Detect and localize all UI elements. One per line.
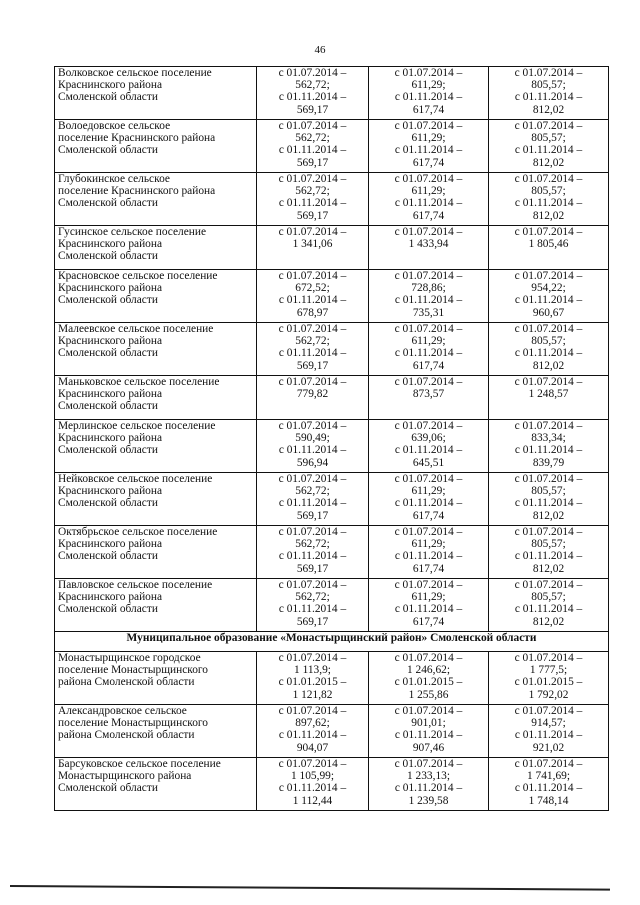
tariff-line: 1 805,46 (528, 238, 569, 251)
tariff-cell-2 (369, 473, 489, 526)
tariff-line: с 01.07.2014 – (394, 526, 463, 538)
tariff-line: 562,72; (295, 185, 330, 198)
tariff-cell-1 (257, 67, 369, 120)
tariff-cell-1 (257, 705, 369, 758)
tariff-cell-3 (489, 173, 609, 226)
tariff-line: 1 433,94 (408, 238, 449, 251)
table-row (55, 473, 609, 526)
tariff-cell-1 (257, 652, 369, 705)
tariff-line: 562,72; (295, 591, 330, 604)
tariff-line: с 01.07.2014 – (278, 376, 347, 388)
name-line: Краснинского района (58, 591, 163, 604)
municipality-name-cell (55, 67, 257, 120)
municipality-name-cell (55, 652, 257, 705)
tariff-line: 1 748,14 (528, 794, 569, 807)
name-line: Краснинского района (58, 538, 163, 551)
tariff-line: 645,51 (412, 456, 445, 469)
tariff-line: 805,57; (531, 185, 566, 198)
tariff-line: с 01.11.2014 – (394, 729, 463, 742)
tariff-line: 1 792,02 (528, 688, 569, 701)
tariff-line: 1 233,13; (406, 770, 451, 783)
tariff-line: 1 239,58 (408, 794, 449, 807)
municipality-name-cell (55, 579, 257, 632)
tariff-cell-1 (257, 758, 369, 811)
tariff-line: 611,29; (411, 485, 446, 498)
table-row (55, 526, 609, 579)
tariff-line: 562,72; (295, 132, 330, 145)
tariff-cell-1 (257, 579, 369, 632)
tariff-line: с 01.11.2014 – (394, 782, 463, 795)
table-row (55, 579, 609, 632)
name-line: Краснинского района (58, 335, 163, 348)
tariff-line: с 01.07.2014 – (394, 376, 463, 388)
tariff-line: 1 741,69; (526, 770, 571, 783)
tariff-line: 617,74 (412, 209, 445, 222)
table-row (55, 120, 609, 173)
name-line: Волковское сельское поселение (58, 67, 212, 79)
name-line: Смоленской области (58, 444, 158, 457)
tariff-line: 954,22; (531, 282, 566, 295)
tariff-line: 617,74 (412, 615, 445, 628)
tariff-line: 562,72; (295, 538, 330, 551)
municipality-name-cell (55, 226, 257, 270)
tariff-line: с 01.11.2014 – (394, 603, 463, 616)
tariff-line: с 01.11.2014 – (278, 444, 347, 457)
tariff-cell-3 (489, 420, 609, 473)
tariff-line: с 01.07.2014 – (278, 473, 347, 485)
tariff-line: с 01.11.2014 – (278, 91, 347, 104)
tariff-line: 611,29; (411, 335, 446, 348)
tariff-line: 901,01; (411, 717, 446, 730)
name-line: Краснинского района (58, 238, 163, 251)
name-line: Монастырщинское городское (58, 652, 201, 664)
tariff-line: с 01.01.2015 – (278, 676, 347, 689)
tariff-line: с 01.07.2014 – (514, 705, 583, 717)
tariff-line: с 01.07.2014 – (394, 473, 463, 485)
tariff-line: с 01.11.2014 – (514, 444, 583, 457)
tariff-line: 678,97 (296, 306, 329, 319)
tariff-cell-1 (257, 120, 369, 173)
tariff-line: с 01.01.2015 – (394, 676, 463, 689)
tariff-line: 611,29; (411, 185, 446, 198)
tariff-line: с 01.11.2014 – (278, 550, 347, 563)
tariff-line: с 01.11.2014 – (394, 550, 463, 563)
municipality-name-cell (55, 120, 257, 173)
tariff-cell-2 (369, 758, 489, 811)
tariff-line: с 01.11.2014 – (514, 729, 583, 742)
tariff-line: с 01.01.2015 – (514, 676, 583, 689)
name-line: Смоленской области (58, 347, 158, 360)
tariff-line: с 01.07.2014 – (278, 323, 347, 335)
name-line: Краснинского района (58, 485, 163, 498)
tariff-line: с 01.07.2014 – (514, 376, 583, 388)
tariff-line: с 01.11.2014 – (278, 782, 347, 795)
tariff-cell-1 (257, 473, 369, 526)
tariff-line: с 01.11.2014 – (394, 294, 463, 307)
tariff-cell-3 (489, 67, 609, 120)
tariff-cell-2 (369, 705, 489, 758)
tariff-cell-1 (257, 226, 369, 270)
tariff-line: 914,57; (531, 717, 566, 730)
tariff-line: 1 105,99; (290, 770, 335, 783)
tariff-line: 569,17 (296, 359, 329, 372)
tariff-line: с 01.07.2014 – (514, 758, 583, 770)
tariff-line: 569,17 (296, 103, 329, 116)
tariff-line: 1 255,86 (408, 688, 449, 701)
tariff-line: с 01.07.2014 – (514, 652, 583, 664)
tariff-cell-2 (369, 323, 489, 376)
tariff-cell-3 (489, 579, 609, 632)
tariff-cell-2 (369, 579, 489, 632)
tariff-line: 590,49; (295, 432, 330, 445)
tariff-line: с 01.07.2014 – (394, 705, 463, 717)
name-line: поселение Краснинского района (58, 185, 216, 198)
tariff-line: с 01.11.2014 – (394, 91, 463, 104)
tariff-line: с 01.11.2014 – (394, 347, 463, 360)
table-row (55, 173, 609, 226)
name-line: Смоленской области (58, 91, 158, 104)
tariff-line: 805,57; (531, 132, 566, 145)
tariff-line: 639,06; (411, 432, 446, 445)
tariff-cell-2 (369, 526, 489, 579)
tariff-line: 812,02 (532, 156, 565, 169)
name-line: Смоленской области (58, 603, 158, 616)
tariff-cell-1 (257, 323, 369, 376)
name-line: Смоленской области (58, 294, 158, 307)
tariff-line: 1 248,57 (528, 388, 569, 401)
tariff-line: 839,79 (532, 456, 565, 469)
name-line: района Смоленской области (58, 676, 195, 689)
tariff-line: с 01.11.2014 – (394, 444, 463, 457)
tariff-cell-2 (369, 376, 489, 420)
name-line: Гусинское сельское поселение (58, 226, 207, 238)
name-line: Смоленской области (58, 144, 158, 157)
municipality-name-cell (55, 323, 257, 376)
tariff-line: с 01.07.2014 – (514, 67, 583, 79)
tariff-line: 569,17 (296, 509, 329, 522)
tariff-line: 805,57; (531, 79, 566, 92)
tariff-line: 1 121,82 (292, 688, 333, 701)
tariff-line: с 01.07.2014 – (394, 323, 463, 335)
name-line: района Смоленской области (58, 729, 195, 742)
tariff-line: с 01.07.2014 – (278, 173, 347, 185)
tariff-line: с 01.11.2014 – (514, 91, 583, 104)
bottom-rule (10, 885, 610, 891)
tariff-line: с 01.07.2014 – (278, 758, 347, 770)
tariff-cell-1 (257, 173, 369, 226)
table-row (55, 376, 609, 420)
tariff-line: 596,94 (296, 456, 329, 469)
tariff-line: с 01.11.2014 – (278, 294, 347, 307)
tariff-line: с 01.07.2014 – (394, 652, 463, 664)
name-line: Смоленской области (58, 782, 158, 795)
tariff-line: с 01.11.2014 – (394, 497, 463, 510)
name-line: Краснинского района (58, 79, 163, 92)
tariff-line: 611,29; (411, 132, 446, 145)
tariff-line: с 01.11.2014 – (278, 197, 347, 210)
municipality-name-cell (55, 270, 257, 323)
tariff-line: с 01.07.2014 – (394, 120, 463, 132)
tariff-line: с 01.07.2014 – (514, 173, 583, 185)
tariff-line: с 01.11.2014 – (394, 197, 463, 210)
tariff-line: с 01.07.2014 – (278, 579, 347, 591)
tariff-line: 805,57; (531, 591, 566, 604)
name-line: Октябрьское сельское поселение (58, 526, 218, 538)
tariff-cell-2 (369, 420, 489, 473)
tariff-line: с 01.07.2014 – (514, 526, 583, 538)
tariff-line: 873,57 (412, 388, 445, 401)
tariff-line: 611,29; (411, 538, 446, 551)
tariff-cell-3 (489, 473, 609, 526)
tariff-line: 812,02 (532, 562, 565, 575)
tariff-cell-2 (369, 120, 489, 173)
tariff-line: 1 113,9; (294, 664, 331, 677)
name-line: Нейковское сельское поселение (58, 473, 213, 485)
tariff-line: с 01.07.2014 – (278, 705, 347, 717)
tariff-table (54, 66, 609, 811)
tariff-line: с 01.07.2014 – (278, 270, 347, 282)
tariff-line: 617,74 (412, 156, 445, 169)
name-line: поселение Монастырщинского (58, 717, 208, 730)
name-line: Александровское сельское (58, 705, 187, 717)
tariff-cell-1 (257, 420, 369, 473)
tariff-cell-3 (489, 323, 609, 376)
tariff-line: 569,17 (296, 156, 329, 169)
tariff-line: 833,34; (531, 432, 566, 445)
tariff-line: с 01.11.2014 – (278, 603, 347, 616)
tariff-line: с 01.11.2014 – (278, 347, 347, 360)
tariff-line: с 01.07.2014 – (278, 67, 347, 79)
tariff-cell-2 (369, 173, 489, 226)
tariff-cell-3 (489, 376, 609, 420)
tariff-cell-3 (489, 270, 609, 323)
tariff-line: с 01.07.2014 – (514, 270, 583, 282)
name-line: Краснинского района (58, 388, 163, 401)
tariff-line: с 01.11.2014 – (394, 144, 463, 157)
name-line: поселение Краснинского района (58, 132, 216, 145)
tariff-line: с 01.07.2014 – (514, 120, 583, 132)
name-line: Краснинского района (58, 282, 163, 295)
section-title: Муниципальное образование «Монастырщинский район» Смоленской области (55, 632, 609, 652)
tariff-line: 569,17 (296, 562, 329, 575)
name-line: Маньковское сельское поселение (58, 376, 220, 388)
table-row (55, 758, 609, 811)
tariff-line: 611,29; (411, 79, 446, 92)
tariff-line: 617,74 (412, 562, 445, 575)
municipality-name-cell (55, 705, 257, 758)
tariff-line: с 01.07.2014 – (514, 579, 583, 591)
tariff-line: 735,31 (412, 306, 445, 319)
tariff-line: 805,57; (531, 538, 566, 551)
tariff-line: 617,74 (412, 509, 445, 522)
tariff-line: с 01.07.2014 – (278, 420, 347, 432)
municipality-name-cell (55, 473, 257, 526)
tariff-line: 907,46 (412, 741, 445, 754)
tariff-cell-3 (489, 652, 609, 705)
tariff-cell-2 (369, 270, 489, 323)
municipality-name-cell (55, 758, 257, 811)
name-line: поселение Монастырщинского (58, 664, 208, 677)
tariff-line: 812,02 (532, 615, 565, 628)
tariff-line: 812,02 (532, 103, 565, 116)
tariff-cell-1 (257, 526, 369, 579)
tariff-line: 897,62; (295, 717, 330, 730)
table-row (55, 420, 609, 473)
name-line: Краснинского района (58, 432, 163, 445)
tariff-line: с 01.07.2014 – (394, 173, 463, 185)
tariff-cell-3 (489, 705, 609, 758)
tariff-line: 562,72; (295, 79, 330, 92)
tariff-line: с 01.07.2014 – (278, 120, 347, 132)
tariff-line: 805,57; (531, 335, 566, 348)
municipality-name-cell (55, 420, 257, 473)
tariff-line: 1 777,5; (529, 664, 568, 677)
tariff-cell-1 (257, 270, 369, 323)
name-line: Павловское сельское поселение (58, 579, 213, 591)
tariff-line: с 01.11.2014 – (514, 603, 583, 616)
tariff-line: с 01.11.2014 – (514, 497, 583, 510)
tariff-line: 617,74 (412, 359, 445, 372)
name-line: Малеевское сельское поселение (58, 323, 214, 335)
tariff-line: 611,29; (411, 591, 446, 604)
tariff-line: 728,86; (411, 282, 446, 295)
tariff-line: 1 246,62; (406, 664, 451, 677)
tariff-cell-3 (489, 526, 609, 579)
tariff-cell-3 (489, 226, 609, 270)
tariff-line: 1 341,06 (292, 238, 333, 251)
table-row (55, 67, 609, 120)
section-header-row (55, 632, 609, 652)
table-row (55, 652, 609, 705)
tariff-cell-3 (489, 120, 609, 173)
name-line: Смоленской области (58, 497, 158, 510)
name-line: Волоедовское сельское (58, 120, 171, 132)
tariff-line: 617,74 (412, 103, 445, 116)
tariff-line: с 01.11.2014 – (514, 550, 583, 563)
tariff-line: с 01.11.2014 – (278, 144, 347, 157)
tariff-line: 812,02 (532, 209, 565, 222)
name-line: Смоленской области (58, 550, 158, 563)
tariff-line: с 01.11.2014 – (514, 294, 583, 307)
tariff-cell-2 (369, 226, 489, 270)
tariff-line: 805,57; (531, 485, 566, 498)
tariff-line: 812,02 (532, 359, 565, 372)
tariff-line: с 01.11.2014 – (514, 347, 583, 360)
tariff-line: 904,07 (296, 741, 329, 754)
name-line: Смоленской области (58, 197, 158, 210)
tariff-line: с 01.07.2014 – (394, 420, 463, 432)
tariff-line: с 01.07.2014 – (514, 420, 583, 432)
tariff-line: с 01.07.2014 – (278, 226, 347, 238)
tariff-line: с 01.11.2014 – (514, 782, 583, 795)
tariff-line: 779,82 (296, 388, 329, 401)
name-line: Мерлинское сельское поселение (58, 420, 216, 432)
tariff-line: с 01.07.2014 – (278, 652, 347, 664)
table-row (55, 270, 609, 323)
table-row (55, 323, 609, 376)
tariff-line: 562,72; (295, 335, 330, 348)
tariff-line: с 01.11.2014 – (514, 197, 583, 210)
tariff-line: 1 112,44 (292, 794, 333, 807)
tariff-line: с 01.11.2014 – (278, 497, 347, 510)
tariff-line: с 01.07.2014 – (394, 270, 463, 282)
municipality-name-cell (55, 173, 257, 226)
tariff-cell-2 (369, 652, 489, 705)
tariff-line: с 01.07.2014 – (394, 67, 463, 79)
name-line: Глубокинское сельское (58, 173, 170, 185)
table-row (55, 226, 609, 270)
tariff-cell-3 (489, 758, 609, 811)
tariff-line: 562,72; (295, 485, 330, 498)
tariff-line: 921,02 (532, 741, 565, 754)
tariff-line: с 01.07.2014 – (514, 323, 583, 335)
name-line: Смоленской области (58, 250, 158, 263)
page-number: 46 (314, 44, 326, 56)
table-row (55, 705, 609, 758)
tariff-line: 960,67 (532, 306, 565, 319)
name-line: Барсуковское сельское поселение (58, 758, 221, 770)
tariff-line: с 01.11.2014 – (278, 729, 347, 742)
tariff-line: с 01.07.2014 – (394, 579, 463, 591)
tariff-line: с 01.11.2014 – (514, 144, 583, 157)
tariff-line: 812,02 (532, 509, 565, 522)
tariff-line: 569,17 (296, 209, 329, 222)
name-line: Смоленской области (58, 400, 158, 413)
tariff-cell-2 (369, 67, 489, 120)
tariff-line: с 01.07.2014 – (394, 226, 463, 238)
tariff-line: с 01.07.2014 – (278, 526, 347, 538)
tariff-line: с 01.07.2014 – (514, 473, 583, 485)
tariff-table-body (55, 67, 609, 811)
tariff-cell-1 (257, 376, 369, 420)
name-line: Монастырщинского района (58, 770, 192, 783)
tariff-line: 569,17 (296, 615, 329, 628)
tariff-line: 672,52; (295, 282, 330, 295)
name-line: Красновское сельское поселение (58, 270, 218, 282)
municipality-name-cell (55, 376, 257, 420)
municipality-name-cell (55, 526, 257, 579)
tariff-line: с 01.07.2014 – (514, 226, 583, 238)
tariff-line: с 01.07.2014 – (394, 758, 463, 770)
